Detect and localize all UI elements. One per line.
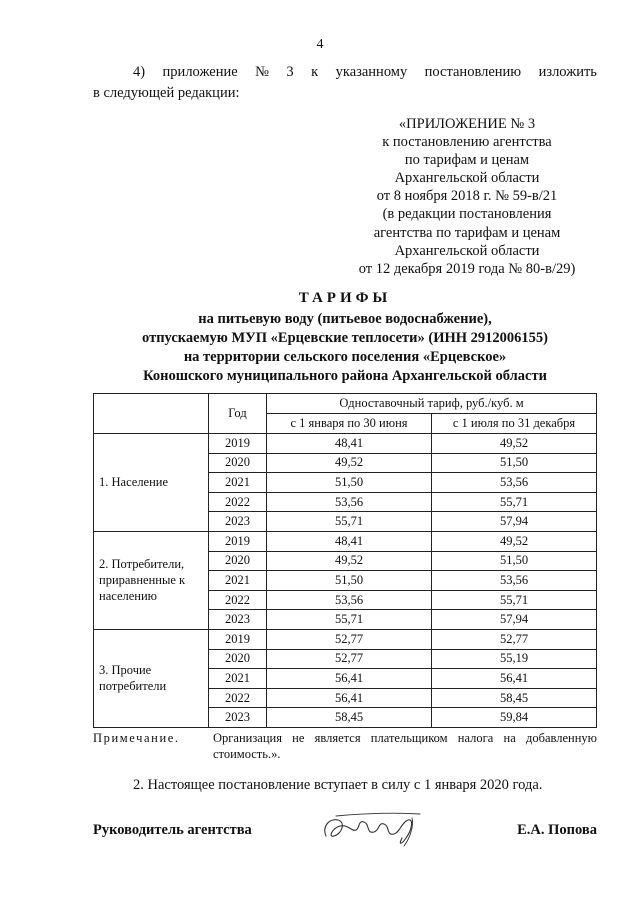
category-cell: 3. Прочие потребители <box>94 629 209 727</box>
appendix-line: (в редакции постановления <box>382 206 552 223</box>
word: 4) <box>133 64 146 80</box>
tariff-cell: 52,77 <box>432 629 597 649</box>
tariff-table <box>93 393 597 728</box>
tariff-cell: 52,77 <box>267 629 432 649</box>
tariff-cell: 49,52 <box>432 434 597 454</box>
year-cell: 2022 <box>209 590 267 610</box>
word: изложить <box>538 64 597 80</box>
word: № <box>255 64 269 80</box>
title-line: Коношского муниципального района Архангельской области <box>143 368 547 384</box>
note-label: Примечание. <box>93 731 180 745</box>
tariff-cell: 51,50 <box>432 453 597 473</box>
category-cell: 2. Потребители, приравненные к населению <box>94 531 209 629</box>
signer-name: Е.А. Попова <box>517 822 597 838</box>
appendix-line: по тарифам и ценам <box>404 152 530 169</box>
year-cell: 2019 <box>209 434 267 454</box>
paragraph-item-4 <box>93 62 597 104</box>
appendix-header <box>330 115 604 278</box>
handwritten-signature <box>318 808 428 850</box>
appendix-line: агентства по тарифам и ценам <box>373 224 561 241</box>
tariff-cell: 49,52 <box>267 453 432 473</box>
tariff-cell: 51,50 <box>432 551 597 571</box>
tariff-cell: 53,56 <box>267 492 432 512</box>
tariff-cell: 57,94 <box>432 512 597 532</box>
table-row <box>94 434 597 454</box>
tariff-cell: 51,50 <box>267 571 432 591</box>
tariff-cell: 56,41 <box>267 688 432 708</box>
tariff-cell: 56,41 <box>432 669 597 689</box>
tariff-cell: 48,41 <box>267 434 432 454</box>
word: к <box>311 64 319 80</box>
tariff-cell: 55,71 <box>432 492 597 512</box>
appendix-line: к постановлению агентства <box>382 134 552 151</box>
header-period-2: с 1 июля по 31 декабря <box>432 414 597 434</box>
year-cell: 2021 <box>209 473 267 493</box>
tariff-cell: 55,19 <box>432 649 597 669</box>
year-cell: 2020 <box>209 551 267 571</box>
tariff-cell: 59,84 <box>432 708 597 728</box>
tariff-title <box>95 289 595 386</box>
tariff-cell: 49,52 <box>267 551 432 571</box>
year-cell: 2020 <box>209 649 267 669</box>
year-cell: 2020 <box>209 453 267 473</box>
title-line: на территории сельского поселения «Ерцевское» <box>183 349 507 365</box>
table-row <box>94 629 597 649</box>
note-text: Организация не является плательщиком налога на добавленную стоимость.». <box>213 731 597 761</box>
tariff-cell: 51,50 <box>267 473 432 493</box>
paragraph-line-2: в следующей редакции: <box>93 85 240 101</box>
title-line: отпускаемую МУП «Ерцевские теплосети» (ИНН 2912006155) <box>142 330 548 346</box>
appendix-line: от 12 декабря 2019 года № 80-в/29) <box>358 260 576 277</box>
tariff-cell: 58,45 <box>432 688 597 708</box>
table-row <box>94 531 597 551</box>
tariff-cell: 52,77 <box>267 649 432 669</box>
year-cell: 2019 <box>209 531 267 551</box>
header-period-1: с 1 января по 30 июня <box>267 414 432 434</box>
tariff-cell: 49,52 <box>432 531 597 551</box>
title-line: на питьевую воду (питьевое водоснабжение), <box>198 311 492 327</box>
tariff-cell: 58,45 <box>267 708 432 728</box>
year-cell: 2023 <box>209 610 267 630</box>
page-number: 4 <box>316 37 324 52</box>
tariff-cell: 57,94 <box>432 610 597 630</box>
word: постановлению <box>424 64 522 80</box>
tariff-cell: 56,41 <box>267 669 432 689</box>
appendix-line: Архангельской области <box>394 170 540 187</box>
category-cell: 1. Население <box>94 434 209 532</box>
word: указанному <box>335 64 408 80</box>
note <box>93 730 597 762</box>
signer-position: Руководитель агентства <box>93 822 252 838</box>
year-cell: 2022 <box>209 492 267 512</box>
appendix-line: «ПРИЛОЖЕНИЕ № 3 <box>398 116 536 132</box>
year-cell: 2022 <box>209 688 267 708</box>
appendix-line: от 8 ноября 2018 г. № 59-в/21 <box>376 188 558 205</box>
tariff-cell: 53,56 <box>432 571 597 591</box>
paragraph-line-1 <box>93 62 597 83</box>
year-cell: 2021 <box>209 571 267 591</box>
tariff-cell: 53,56 <box>432 473 597 493</box>
header-category <box>94 394 209 434</box>
word: приложение <box>162 64 238 80</box>
paragraph-2: 2. Настоящее постановление вступает в силу с 1 января 2020 года. <box>133 777 543 793</box>
header-tariff: Одноставочный тариф, руб./куб. м <box>267 394 597 414</box>
tariff-cell: 55,71 <box>432 590 597 610</box>
title-head: ТАРИФЫ <box>298 290 392 306</box>
year-cell: 2021 <box>209 669 267 689</box>
year-cell: 2023 <box>209 708 267 728</box>
tariff-cell: 55,71 <box>267 610 432 630</box>
year-cell: 2023 <box>209 512 267 532</box>
tariff-cell: 53,56 <box>267 590 432 610</box>
header-year: Год <box>209 394 267 434</box>
tariff-cell: 55,71 <box>267 512 432 532</box>
tariff-cell: 48,41 <box>267 531 432 551</box>
appendix-line: Архангельской области <box>394 242 540 259</box>
year-cell: 2019 <box>209 629 267 649</box>
word: 3 <box>286 64 294 80</box>
